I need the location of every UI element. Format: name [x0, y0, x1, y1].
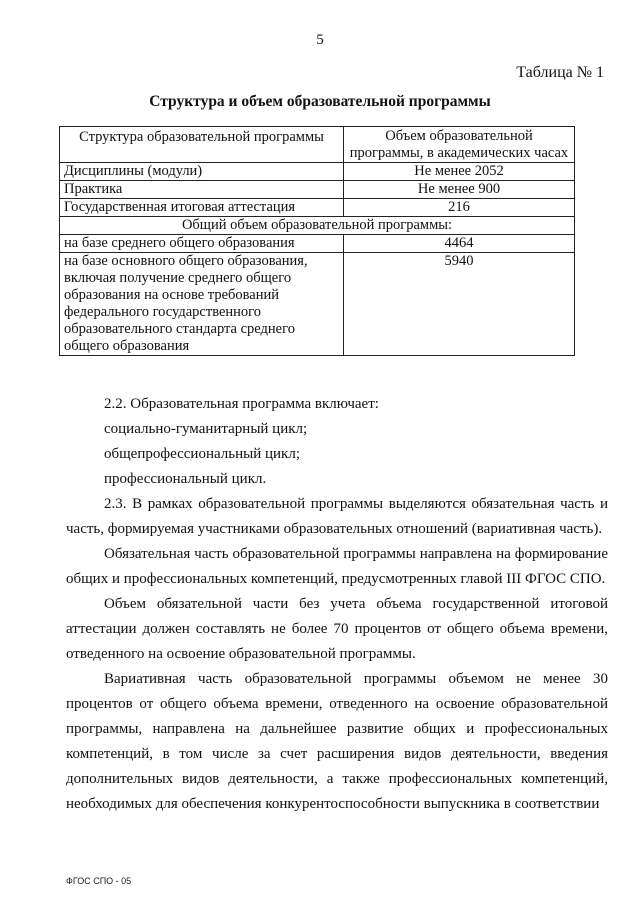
- row-label: Государственная итоговая аттестация: [60, 199, 344, 217]
- paragraph: Вариативная часть образовательной программы объемом не менее 30 процентов от общего объема времени, отведенного на освоение образовательной программы, направлена на дальнейшее развитие общих и профессиональных компетенций, в том числе за счет расширения видов деятельности, введения дополнительных видов деятельности, а также профессиональных компетенций, необходимых для обеспечения конкурентоспособности выпускника в соответствии: [66, 671, 608, 812]
- paragraph: Объем обязательной части без учета объема государственной итоговой аттестации должен составлять не более 70 процентов от общего объема времени, отведенного на освоение образовательной программы.: [66, 596, 608, 662]
- table-row: [60, 181, 575, 199]
- header-structure-cell: Структура образовательной программы: [60, 127, 344, 163]
- row-value: 4464: [344, 235, 575, 253]
- table-header-row: [60, 127, 575, 163]
- row-value: Не менее 2052: [344, 163, 575, 181]
- row-value: Не менее 900: [344, 181, 575, 199]
- table-row: [60, 253, 575, 356]
- row-label: Дисциплины (модули): [60, 163, 344, 181]
- table-title: Структура и объем образовательной программы: [149, 93, 491, 110]
- paragraph: 2.2. Образовательная программа включает:: [104, 396, 379, 412]
- body-text: [66, 392, 608, 817]
- total-header-cell: Общий объем образовательной программы:: [60, 217, 575, 235]
- row-label: на базе среднего общего образования: [60, 235, 344, 253]
- table-row: [60, 163, 575, 181]
- row-label: на базе основного общего образования, включая получение среднего общего образования на основе требований федерального государственного образовательного стандарта среднего общего образования: [60, 253, 344, 356]
- row-label: Практика: [60, 181, 344, 199]
- table-row: [60, 235, 575, 253]
- paragraph: Обязательная часть образовательной программы направлена на формирование общих и профессиональных компетенций, предусмотренных главой III ФГОС СПО.: [66, 546, 608, 587]
- paragraph: 2.3. В рамках образовательной программы выделяются обязательная часть и часть, формируемая участниками образовательных отношений (вариативная часть).: [66, 496, 608, 537]
- page-number: 5: [316, 32, 324, 48]
- row-value: 216: [344, 199, 575, 217]
- paragraph: общепрофессиональный цикл;: [104, 446, 300, 462]
- table-total-header-row: [60, 217, 575, 235]
- row-value: 5940: [344, 253, 575, 356]
- paragraph: профессиональный цикл.: [104, 471, 267, 487]
- footer-code: ФГОС СПО - 05: [66, 876, 132, 886]
- paragraph: социально-гуманитарный цикл;: [104, 421, 308, 437]
- table-row: [60, 199, 575, 217]
- table-label: Таблица № 1: [516, 64, 604, 81]
- program-structure-table: [59, 126, 575, 356]
- header-volume-cell: Объем образовательной программы, в академических часах: [344, 127, 575, 163]
